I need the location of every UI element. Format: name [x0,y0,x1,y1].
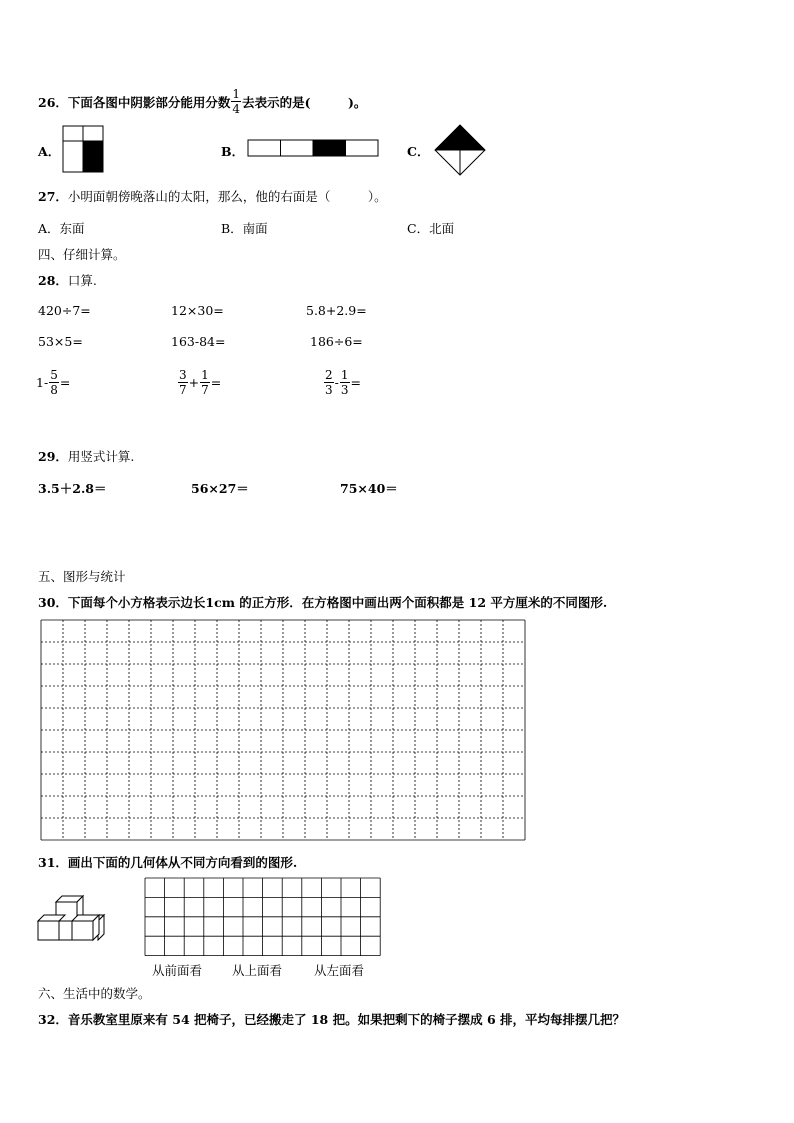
q28-r2c2: 163-84= [171,334,226,349]
q26-figure-a [62,125,104,173]
q26-figure-c [433,124,487,176]
q29-number: 29． [38,449,68,464]
q26-text-b: 去表示的是( )。 [242,94,367,110]
q30-square-grid[interactable] [40,619,528,843]
q29-item-1: 3.5＋2.8＝ [38,481,107,496]
q27-stem [38,187,387,205]
q31-answer-grid[interactable] [144,877,382,957]
q31-label-top: 从上面看 [232,963,283,978]
q31-text: 画出下面的几何体从不同方向看到的图形. [67,855,298,870]
q28-r1c2: 12×30= [171,303,224,318]
q29-title: 用竖式计算. [67,449,135,464]
q28-f2-den1: 7 [179,383,187,397]
q27-option-b: B．南面 [221,221,268,236]
q27-number: 27． [38,189,68,204]
q28-f3-den2: 3 [340,383,349,397]
q26-text-a: 下面各图中阴影部分能用分数 [67,94,231,110]
q28-r1c3: 5.8+2.9= [306,303,367,318]
q28-title: 口算. [67,273,97,288]
q28-f1-pre: 1- [36,375,49,390]
q28-f3-den1: 3 [325,383,333,397]
section-6-heading: 六、生活中的数学。 [38,986,151,1001]
q32-text: 音乐教室里原来有 54 把椅子，已经搬走了 18 把。如果把剩下的椅子摆成 6 排，平均每排摆几把？ [67,1012,626,1027]
q28-f2-post: = [210,375,222,390]
q28-r1c1: 420÷7= [38,303,91,318]
q29-item-2: 56×27＝ [191,481,249,496]
q28-fraction-3 [323,369,361,396]
q27-option-c: C．北面 [407,221,455,236]
q28-f3-num2: 1 [340,368,349,382]
q28-stem [38,271,97,289]
q28-f3-post: = [350,375,361,390]
q26-option-b-label: B． [221,144,245,159]
q27-option-a: A．东面 [38,221,85,236]
q28-f3-num1: 2 [325,368,333,382]
q28-f3-op: - [334,375,339,390]
q31-label-left: 从左面看 [314,963,365,978]
q30-number: 30． [38,595,68,610]
q27-text: 小明面朝傍晚落山的太阳，那么，他的右面是（ ）。 [67,189,387,204]
q26-option-c-label: C． [407,144,430,159]
q26-option-a-label: A． [38,144,61,159]
q26-number: 26． [38,94,68,110]
q26-frac-denominator: 4 [232,102,241,116]
q31-cube-solid [36,892,110,944]
q28-fraction-2 [177,369,221,396]
q29-stem [38,447,134,465]
q30-stem [38,593,607,611]
q32-stem [38,1010,625,1028]
q28-f1-den: 8 [50,383,58,397]
q31-number: 31． [38,855,68,870]
q26-stem [38,88,366,115]
q29-item-3: 75×40＝ [340,481,398,496]
section-4-heading: 四、仔细计算。 [38,247,126,262]
q26-figure-b [247,139,380,158]
q28-r2c1: 53×5= [38,334,83,349]
q28-number: 28． [38,273,68,288]
q28-f2-den2: 7 [201,383,209,397]
q32-number: 32． [38,1012,68,1027]
section-5-heading: 五、图形与统计 [38,569,126,584]
q28-f1-num: 5 [50,368,58,382]
q28-f1-post: = [59,375,71,390]
q31-label-front: 从前面看 [152,963,203,978]
q28-f2-num2: 1 [201,368,209,382]
q28-f2-op: + [188,375,200,390]
q28-fraction-1 [36,369,70,396]
q31-stem [38,853,297,871]
q28-r2c3: 186÷6= [310,334,363,349]
q28-f2-num1: 3 [179,368,187,382]
q26-frac-numerator: 1 [232,87,241,101]
q30-text: 下面每个小方格表示边长1cm 的正方形．在方格图中画出两个面积都是 12 平方厘米的不同图形. [67,595,608,610]
q26-fraction [231,88,241,115]
